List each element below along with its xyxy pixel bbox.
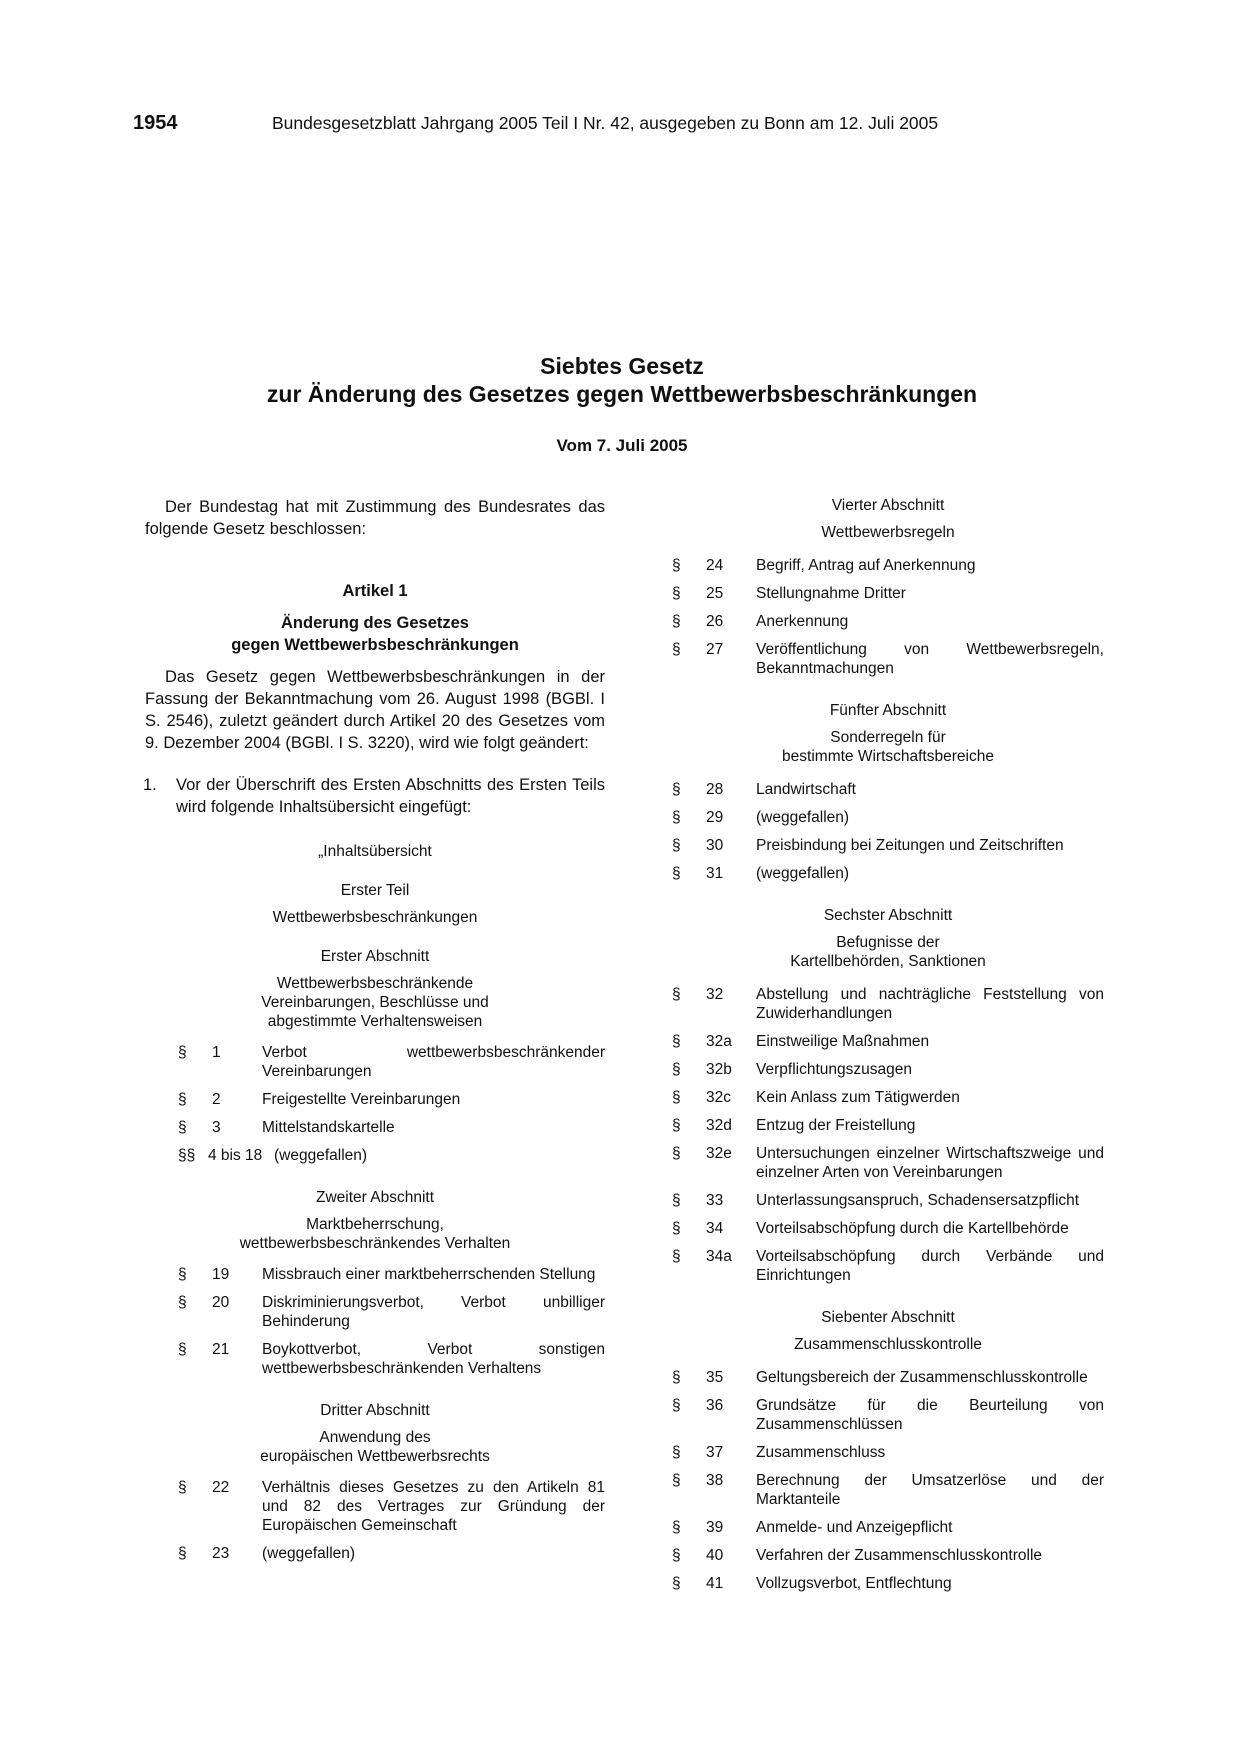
section-3-heading: Dritter Abschnitt <box>320 1402 430 1419</box>
section-number: 21 <box>212 1341 230 1358</box>
section-symbol: § <box>672 1575 681 1592</box>
section-title: Preisbindung bei Zeitungen und Zeitschriften <box>756 837 1064 854</box>
section-number: 34a <box>706 1248 732 1265</box>
amendment-paragraph: Das Gesetz gegen Wettbewerbsbeschränkungen in der Fassung der Bekanntmachung vom 26. August 1998 (BGBl. I S. 2546), zuletzt geändert durch Artikel 20 des Gesetzes vom 9. Dezember 2004 (BGBl. I S. 3220), wird wie folgt geändert: <box>145 668 605 752</box>
section-symbol: § <box>672 865 681 882</box>
section-number: 34 <box>706 1220 724 1237</box>
toc-entry <box>672 640 1104 678</box>
section-number: 3 <box>212 1119 221 1136</box>
section-symbol: § <box>178 1266 187 1283</box>
section-symbol: § <box>178 1479 187 1496</box>
section-symbol: § <box>672 1117 681 1134</box>
section-2-heading: Zweiter Abschnitt <box>315 1189 435 1206</box>
section-title: Entzug der Freistellung <box>756 1117 916 1134</box>
toc-entry <box>672 1219 1104 1238</box>
section-title: Zusammenschluss <box>756 1444 886 1461</box>
section-title: Vorteilsabschöpfung durch die Kartellbehörde <box>756 1220 1069 1237</box>
section-symbol: § <box>672 1145 681 1162</box>
toc-entry <box>672 1471 1104 1509</box>
section-number: 32 <box>706 986 724 1003</box>
section-number: 29 <box>706 809 724 826</box>
law-title-line-1: Siebtes Gesetz <box>540 353 704 379</box>
section-title: Boykottverbot, Verbot sonstigen wettbewerbsbeschränkenden Verhaltens <box>262 1341 605 1377</box>
section-number: 31 <box>706 865 724 882</box>
section-number: 36 <box>706 1397 724 1414</box>
section-symbol: § <box>672 585 681 602</box>
section-6-title-2: Kartellbehörden, Sanktionen <box>790 953 986 970</box>
section-symbol: § <box>672 1369 681 1386</box>
section-title: Begriff, Antrag auf Anerkennung <box>756 557 976 574</box>
article-title-line-2: gegen Wettbewerbsbeschränkungen <box>231 636 519 654</box>
section-symbol: § <box>178 1545 187 1562</box>
section-title: Anmelde- und Anzeigepflicht <box>756 1519 953 1536</box>
section-5-title-1: Sonderregeln für <box>830 729 946 746</box>
section-number: 26 <box>706 613 724 630</box>
toc-entry <box>178 1478 605 1535</box>
toc-entry <box>178 1265 605 1284</box>
section-number: 1 <box>212 1044 221 1061</box>
section-title: (weggefallen) <box>756 809 850 826</box>
section-title: Berechnung der Umsatzerlöse und der Marktanteile <box>756 1472 1104 1508</box>
section-symbol: §§ <box>178 1147 196 1164</box>
section-symbol: § <box>178 1044 187 1061</box>
toc-entry <box>672 1088 1104 1107</box>
article-title-line-1: Änderung des Gesetzes <box>281 614 469 632</box>
right-column <box>672 496 1104 1602</box>
section-number: 27 <box>706 641 724 658</box>
section-title: Verhältnis dieses Gesetzes zu den Artikeln 81 und 82 des Vertrages zur Gründung der Europäischen Gemeinschaft <box>262 1479 605 1534</box>
section-6-heading: Sechster Abschnitt <box>823 907 953 924</box>
section-symbol: § <box>178 1294 187 1311</box>
section-symbol: § <box>672 837 681 854</box>
toc-entry <box>672 584 1104 603</box>
toc-title: „Inhaltsübersicht <box>318 843 432 860</box>
toc-entry <box>178 1340 605 1378</box>
section-symbol: § <box>672 641 681 658</box>
section-number: 19 <box>212 1266 230 1283</box>
section-number: 25 <box>706 585 724 602</box>
section-1-title-3: abgestimmte Verhaltensweisen <box>267 1013 483 1030</box>
section-title: Stellungnahme Dritter <box>756 585 906 602</box>
section-number: 23 <box>212 1545 230 1562</box>
toc-entry <box>178 1293 605 1331</box>
section-title: Einstweilige Maßnahmen <box>756 1033 930 1050</box>
section-symbol: § <box>178 1341 187 1358</box>
section-symbol: § <box>672 613 681 630</box>
section-symbol: § <box>672 1033 681 1050</box>
section-title: Vollzugsverbot, Entflechtung <box>756 1575 952 1592</box>
toc-entry <box>672 836 1104 855</box>
toc-entry <box>672 864 1104 883</box>
toc-entry <box>672 1518 1104 1537</box>
section-title: Verbot wettbewerbsbeschränkender Vereinbarungen <box>262 1044 605 1080</box>
section-symbol: § <box>672 1061 681 1078</box>
section-number: 32a <box>706 1033 732 1050</box>
toc-entry <box>672 1368 1104 1387</box>
section-title: Mittelstandskartelle <box>262 1119 395 1136</box>
section-symbol: § <box>672 1192 681 1209</box>
intro-paragraph: Der Bundestag hat mit Zustimmung des Bundesrates das folgende Gesetz beschlossen: <box>145 498 605 538</box>
toc-entry <box>672 1116 1104 1135</box>
section-4-title: Wettbewerbsregeln <box>821 524 955 541</box>
toc-entry <box>672 1060 1104 1079</box>
section-symbol: § <box>672 1220 681 1237</box>
section-title: Missbrauch einer marktbeherrschenden Stellung <box>262 1266 596 1283</box>
section-3-title-1: Anwendung des <box>319 1429 431 1446</box>
section-number: 39 <box>706 1519 724 1536</box>
page-number: 1954 <box>133 112 178 134</box>
toc-entry <box>672 1443 1104 1462</box>
section-symbol: § <box>672 1397 681 1414</box>
section-number: 33 <box>706 1192 724 1209</box>
section-number: 38 <box>706 1472 724 1489</box>
section-symbol: § <box>672 1089 681 1106</box>
section-1-title-2: Vereinbarungen, Beschlüsse und <box>261 994 489 1011</box>
toc-entry <box>672 612 1104 631</box>
section-number: 2 <box>212 1091 221 1108</box>
toc-entry <box>672 780 1104 799</box>
section-title: Verfahren der Zusammenschlusskontrolle <box>756 1547 1043 1564</box>
toc-entry <box>672 556 1104 575</box>
item-text: Vor der Überschrift des Ersten Abschnitts des Ersten Teils wird folgende Inhaltsübersicht eingefügt: <box>176 776 605 816</box>
section-title: Grundsätze für die Beurteilung von Zusammenschlüssen <box>756 1397 1104 1433</box>
law-title <box>0 352 1244 408</box>
item-marker: 1. <box>143 776 157 794</box>
toc-entry <box>672 985 1104 1023</box>
section-title: Verpflichtungszusagen <box>756 1061 912 1078</box>
toc-entry <box>672 1574 1104 1593</box>
toc-entry <box>672 1144 1104 1182</box>
section-title: Abstellung und nachträgliche Feststellung von Zuwiderhandlungen <box>756 986 1104 1022</box>
left-column <box>145 496 605 1572</box>
toc-entry <box>672 1032 1104 1051</box>
section-number: 32c <box>706 1089 731 1106</box>
section-title: (weggefallen) <box>756 865 850 882</box>
toc-entry <box>178 1043 605 1081</box>
section-2-title-1: Marktbeherrschung, <box>306 1216 444 1233</box>
section-title: (weggefallen) <box>262 1545 356 1562</box>
section-number: 37 <box>706 1444 724 1461</box>
section-title: Vorteilsabschöpfung durch Verbände und Einrichtungen <box>756 1248 1104 1284</box>
section-symbol: § <box>672 557 681 574</box>
toc-entry <box>672 1191 1104 1210</box>
section-number: 24 <box>706 557 724 574</box>
toc-entry <box>178 1146 605 1165</box>
section-2-title-2: wettbewerbsbeschränkendes Verhalten <box>239 1235 511 1252</box>
law-title-line-2: zur Änderung des Gesetzes gegen Wettbewerbsbeschränkungen <box>266 381 978 407</box>
law-date: Vom 7. Juli 2005 <box>556 436 688 455</box>
toc-entry <box>178 1118 605 1137</box>
section-title: (weggefallen) <box>274 1147 368 1164</box>
section-symbol: § <box>672 1519 681 1536</box>
part-heading: Erster Teil <box>340 882 410 899</box>
section-symbol: § <box>672 1444 681 1461</box>
section-number: 28 <box>706 781 724 798</box>
section-number: 4 bis 18 <box>208 1147 263 1164</box>
article-heading: Artikel 1 <box>342 582 408 600</box>
section-7-title: Zusammenschlusskontrolle <box>794 1336 982 1353</box>
section-number: 35 <box>706 1369 724 1386</box>
section-title: Freigestellte Vereinbarungen <box>262 1091 461 1108</box>
section-title: Diskriminierungsverbot, Verbot unbilliger Behinderung <box>262 1294 605 1330</box>
section-title: Anerkennung <box>756 613 849 630</box>
section-7-heading: Siebenter Abschnitt <box>821 1309 955 1326</box>
section-number: 30 <box>706 837 724 854</box>
section-5-heading: Fünfter Abschnitt <box>829 702 947 719</box>
toc-entry <box>672 1396 1104 1434</box>
section-symbol: § <box>178 1119 187 1136</box>
section-5-title-2: bestimmte Wirtschaftsbereiche <box>782 748 994 765</box>
toc-entry <box>672 1247 1104 1285</box>
toc-entry <box>672 1546 1104 1565</box>
section-1-heading: Erster Abschnitt <box>320 948 430 965</box>
section-symbol: § <box>672 809 681 826</box>
section-number: 32b <box>706 1061 732 1078</box>
section-number: 22 <box>212 1479 230 1496</box>
toc-entry <box>672 808 1104 827</box>
section-title: Geltungsbereich der Zusammenschlusskontrolle <box>756 1369 1088 1386</box>
gazette-header: Bundesgesetzblatt Jahrgang 2005 Teil I Nr. 42, ausgegeben zu Bonn am 12. Juli 2005 <box>272 113 939 133</box>
section-number: 32e <box>706 1145 732 1162</box>
part-title: Wettbewerbsbeschränkungen <box>272 909 478 926</box>
section-symbol: § <box>672 1248 681 1265</box>
section-symbol: § <box>672 1472 681 1489</box>
section-number: 40 <box>706 1547 724 1564</box>
section-3-title-2: europäischen Wettbewerbsrechts <box>260 1448 490 1465</box>
toc-entry <box>178 1090 605 1109</box>
section-title: Kein Anlass zum Tätigwerden <box>756 1089 960 1106</box>
section-symbol: § <box>672 986 681 1003</box>
section-number: 32d <box>706 1117 732 1134</box>
section-number: 20 <box>212 1294 230 1311</box>
section-number: 41 <box>706 1575 724 1592</box>
section-symbol: § <box>672 781 681 798</box>
section-symbol: § <box>178 1091 187 1108</box>
section-title: Untersuchungen einzelner Wirtschaftszweige und einzelner Arten von Vereinbarungen <box>756 1145 1104 1181</box>
section-title: Landwirtschaft <box>756 781 856 798</box>
toc-entry <box>178 1544 605 1563</box>
amendment-item-1 <box>145 774 605 818</box>
section-symbol: § <box>672 1547 681 1564</box>
section-4-heading: Vierter Abschnitt <box>831 497 945 514</box>
section-title: Veröffentlichung von Wettbewerbsregeln, Bekanntmachungen <box>756 641 1104 677</box>
section-title: Unterlassungsanspruch, Schadensersatzpflicht <box>756 1192 1080 1209</box>
section-1-title-1: Wettbewerbsbeschränkende <box>276 975 474 992</box>
section-6-title-1: Befugnisse der <box>836 934 940 951</box>
